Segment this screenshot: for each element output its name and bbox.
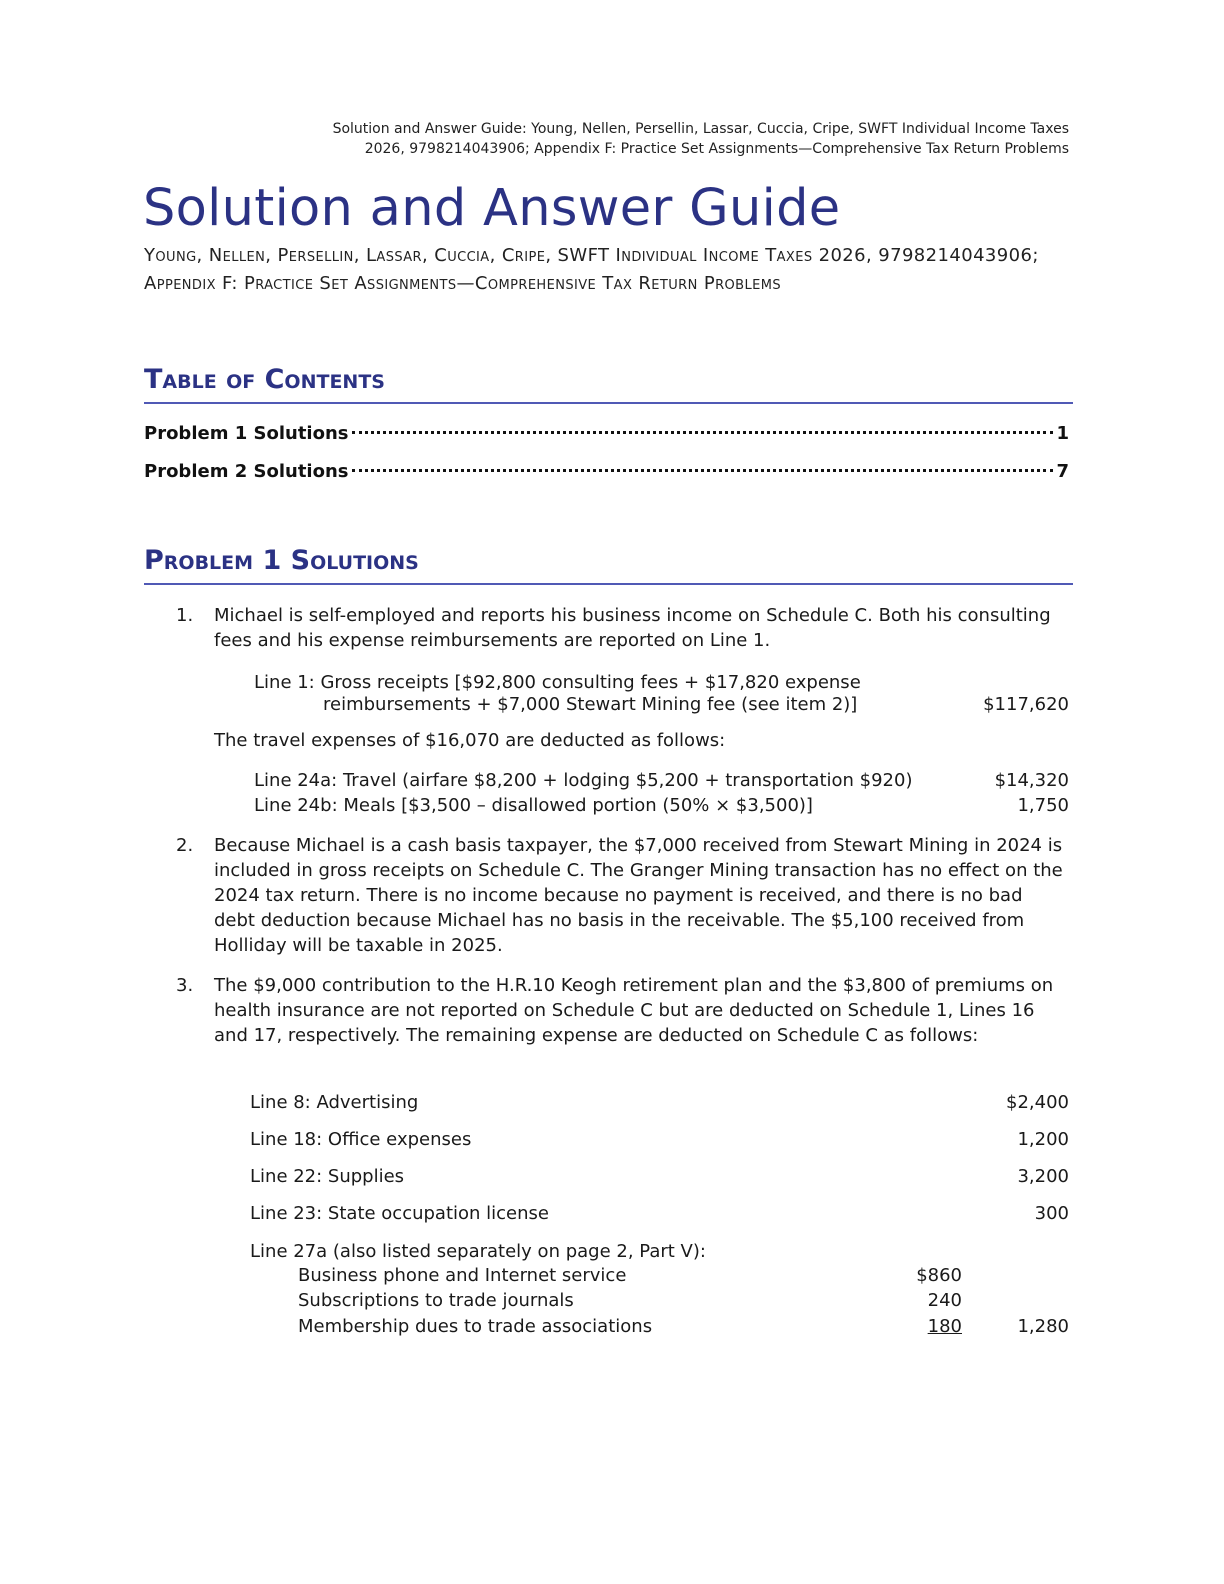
- line-27a-item-phone-amount: $860: [916, 1265, 962, 1286]
- line-27a-item-dues: Membership dues to trade associations: [298, 1316, 653, 1337]
- line-8-amount: $2,400: [1006, 1092, 1069, 1113]
- line-8-text: Line 8: Advertising: [250, 1092, 419, 1113]
- toc-heading: Table of Contents: [144, 362, 1073, 404]
- toc-entry-page: 1: [1056, 423, 1069, 444]
- list-item-number: 2.: [176, 835, 194, 856]
- line-27a-item-subscriptions: Subscriptions to trade journals: [298, 1290, 574, 1311]
- line-18-text: Line 18: Office expenses: [250, 1129, 472, 1150]
- list-item-text: Because Michael is a cash basis taxpayer, the $7,000 received from Stewart Mining in 2024 is included in gross receipts on Schedule C. The Granger Mining transaction has no effect on the 2024 tax return. There is no income because no payment is received, and there is no bad debt deduction because Michael has no basis in the receivable. The $5,100 received from Holliday will be taxable in 2025.: [214, 835, 1063, 956]
- list-item-number: 3.: [176, 975, 194, 996]
- list-item-text: Michael is self-employed and reports his business income on Schedule C. Both his consulting fees and his expense reimbursements are reported on Line 1.: [214, 605, 1051, 651]
- line-1-text-a: Line 1: Gross receipts [$92,800 consulting fees + $17,820 expense: [254, 672, 861, 693]
- list-item-text: The $9,000 contribution to the H.R.10 Keogh retirement plan and the $3,800 of premiums on health insurance are not reported on Schedule C but are deducted on Schedule 1, Lines 16 and 17, respectively. The remaining expense are deducted on Schedule C as follows:: [214, 975, 1054, 1046]
- problem-1-heading: Problem 1 Solutions: [144, 543, 1073, 585]
- line-27a-item-dues-amount: 180: [927, 1316, 962, 1337]
- toc-entry-problem-1[interactable]: [144, 423, 1069, 449]
- toc-entry-page: 7: [1056, 461, 1069, 482]
- line-23-text: Line 23: State occupation license: [250, 1203, 549, 1224]
- line-27a-label: Line 27a (also listed separately on page 2, Part V):: [250, 1241, 706, 1262]
- document-subtitle: Young, Nellen, Persellin, Lassar, Cuccia, Cripe, SWFT Individual Income Taxes 2026, 9798214043906; Appendix F: Practice Set Assignments—Comprehensive Tax Return Problems: [144, 245, 1039, 294]
- line-27a-item-subscriptions-amount: 240: [927, 1290, 962, 1311]
- list-item-number: 1.: [176, 605, 194, 626]
- travel-intro: The travel expenses of $16,070 are deducted as follows:: [214, 730, 726, 751]
- running-header-line-2: 2026, 9798214043906; Appendix F: Practice Set Assignments—Comprehensive Tax Return Problems: [364, 141, 1069, 157]
- line-22-text: Line 22: Supplies: [250, 1166, 405, 1187]
- toc-dot-leader: [352, 469, 1054, 472]
- line-18-amount: 1,200: [1017, 1129, 1069, 1150]
- line-23-amount: 300: [1034, 1203, 1069, 1224]
- line-27a-item-phone: Business phone and Internet service: [298, 1265, 627, 1286]
- line-24a-text: Line 24a: Travel (airfare $8,200 + lodging $5,200 + transportation $920): [254, 770, 913, 791]
- document-title: Solution and Answer Guide: [143, 179, 841, 238]
- toc-entry-problem-2[interactable]: [144, 461, 1069, 487]
- toc-entry-label: Problem 2 Solutions: [144, 461, 349, 482]
- line-22-amount: 3,200: [1017, 1166, 1069, 1187]
- line-24b-text: Line 24b: Meals [$3,500 – disallowed portion (50% × $3,500)]: [254, 795, 813, 816]
- line-1-text-b: reimbursements + $7,000 Stewart Mining fee (see item 2)]: [323, 694, 858, 715]
- line-1-amount: $117,620: [983, 694, 1069, 715]
- running-header: [144, 119, 1069, 159]
- line-24b-amount: 1,750: [1017, 795, 1069, 816]
- line-27a-total: 1,280: [1017, 1316, 1069, 1337]
- line-24a-amount: $14,320: [994, 770, 1069, 791]
- toc-dot-leader: [352, 431, 1054, 434]
- running-header-line-1: Solution and Answer Guide: Young, Nellen, Persellin, Lassar, Cuccia, Cripe, SWFT Individual Income Taxes: [332, 121, 1069, 137]
- toc-entry-label: Problem 1 Solutions: [144, 423, 349, 444]
